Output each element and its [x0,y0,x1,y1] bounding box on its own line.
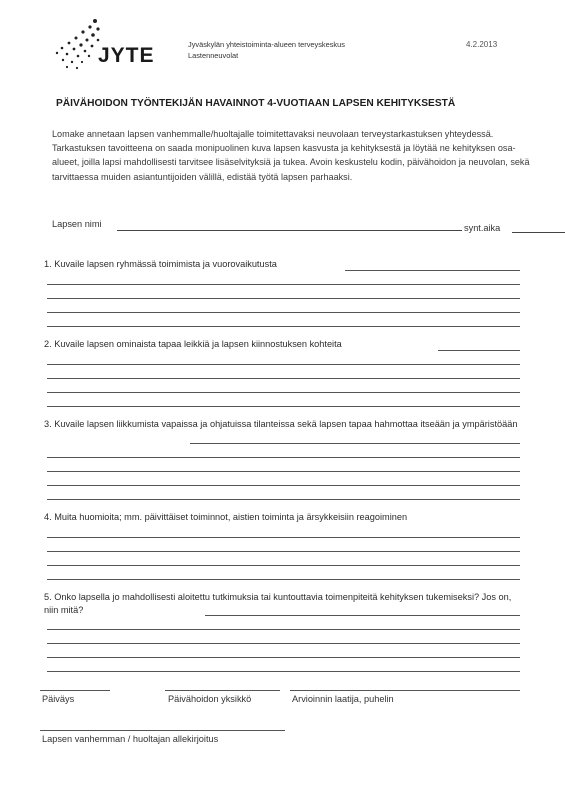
question-5 [44,591,522,617]
question-4-text: 4. Muita huomioita; mm. päivittäiset toiminnot, aistien toiminta ja ärsykkeisiin reagoiminen [44,512,408,522]
child-name-label: Lapsen nimi [52,219,102,229]
birth-date-label: synt.aika [464,223,501,233]
question-3-text: 3. Kuvaile lapsen liikkumista vapaissa ja ohjatuissa tilanteissa sekä lapsen tapaa hahmottaa itseään ja ympäristöään [44,419,518,429]
question-3-answer-line[interactable] [47,485,520,486]
org-line-1: Jyväskylän yhteistoiminta-alueen terveyskeskus [188,40,345,49]
organization-name [188,39,345,61]
question-4-answer-line[interactable] [47,579,520,580]
question-3-answer-line[interactable] [47,499,520,500]
question-3-answer-line[interactable] [47,457,520,458]
question-5-answer-line[interactable] [47,643,520,644]
jyte-logo-dots [54,18,104,70]
question-1-text: 1. Kuvaile lapsen ryhmässä toimimista ja vuorovaikutusta [44,259,277,269]
intro-paragraph: Lomake annetaan lapsen vanhemmalle/huoltajalle toimitettavaksi neuvolaan terveystarkastuksen yhteydessä. Tarkastuksen tavoitteena on saada monipuolinen kuva lapsen kasvusta ja kehityksestä ja löytää ne kehityksen osa-alueet, joilla lapsi mahdollisesti tarvitsee lisäselvityksiä ja tukea. Avoin keskustelu kodin, päivähoidon ja neuvolan, sekä tarvittaessa muiden asiantuntijoiden välillä, edistää työtä lapsen parhaaksi. [52,129,530,182]
assessor-signature-line[interactable] [290,690,520,691]
daycare-unit-signature-line[interactable] [165,690,280,691]
question-4-answer-line[interactable] [47,565,520,566]
question-5-answer-line[interactable] [47,629,520,630]
question-4-answer-line[interactable] [47,537,520,538]
question-1-answer-line[interactable] [345,270,520,271]
date-signature-label: Päiväys [42,694,75,704]
question-2-answer-line[interactable] [47,364,520,365]
question-5-answer-line[interactable] [205,615,520,616]
org-line-2: Lastenneuvolat [188,51,239,60]
question-1-answer-line[interactable] [47,326,520,327]
parent-signature-label: Lapsen vanhemman / huoltajan allekirjoitus [42,734,219,744]
form-title: PÄIVÄHOIDON TYÖNTEKIJÄN HAVAINNOT 4-VUOTIAAN LAPSEN KEHITYKSESTÄ [56,98,456,109]
question-3 [44,418,522,431]
question-2-answer-line[interactable] [47,378,520,379]
question-2-answer-line[interactable] [438,350,520,351]
question-5-answer-line[interactable] [47,671,520,672]
birth-date-field[interactable] [512,232,565,233]
assessor-label: Arvioinnin laatija, puhelin [292,694,394,704]
question-4 [44,511,522,524]
question-3-answer-line[interactable] [190,443,520,444]
question-2-text: 2. Kuvaile lapsen ominaista tapaa leikkiä ja lapsen kiinnostuksen kohteita [44,339,342,349]
child-info-row [52,219,530,235]
question-5-answer-line[interactable] [47,657,520,658]
child-name-field[interactable] [117,230,462,231]
question-2-answer-line[interactable] [47,406,520,407]
date-signature-line[interactable] [40,690,110,691]
question-1-answer-line[interactable] [47,298,520,299]
question-2-answer-line[interactable] [47,392,520,393]
question-3-answer-line[interactable] [47,471,520,472]
question-1-answer-line[interactable] [47,312,520,313]
parent-signature-line[interactable] [40,730,285,731]
jyte-logo-text: JYTE [98,44,155,67]
question-1-answer-line[interactable] [47,284,520,285]
daycare-unit-label: Päivähoidon yksikkö [168,694,252,704]
form-date: 4.2.2013 [466,40,498,49]
question-5-text: 5. Onko lapsella jo mahdollisesti aloitettu tutkimuksia tai kuntouttavia toimenpiteitä kehityksen tukemiseksi? Jos on, niin mitä? [44,592,512,615]
question-4-answer-line[interactable] [47,551,520,552]
